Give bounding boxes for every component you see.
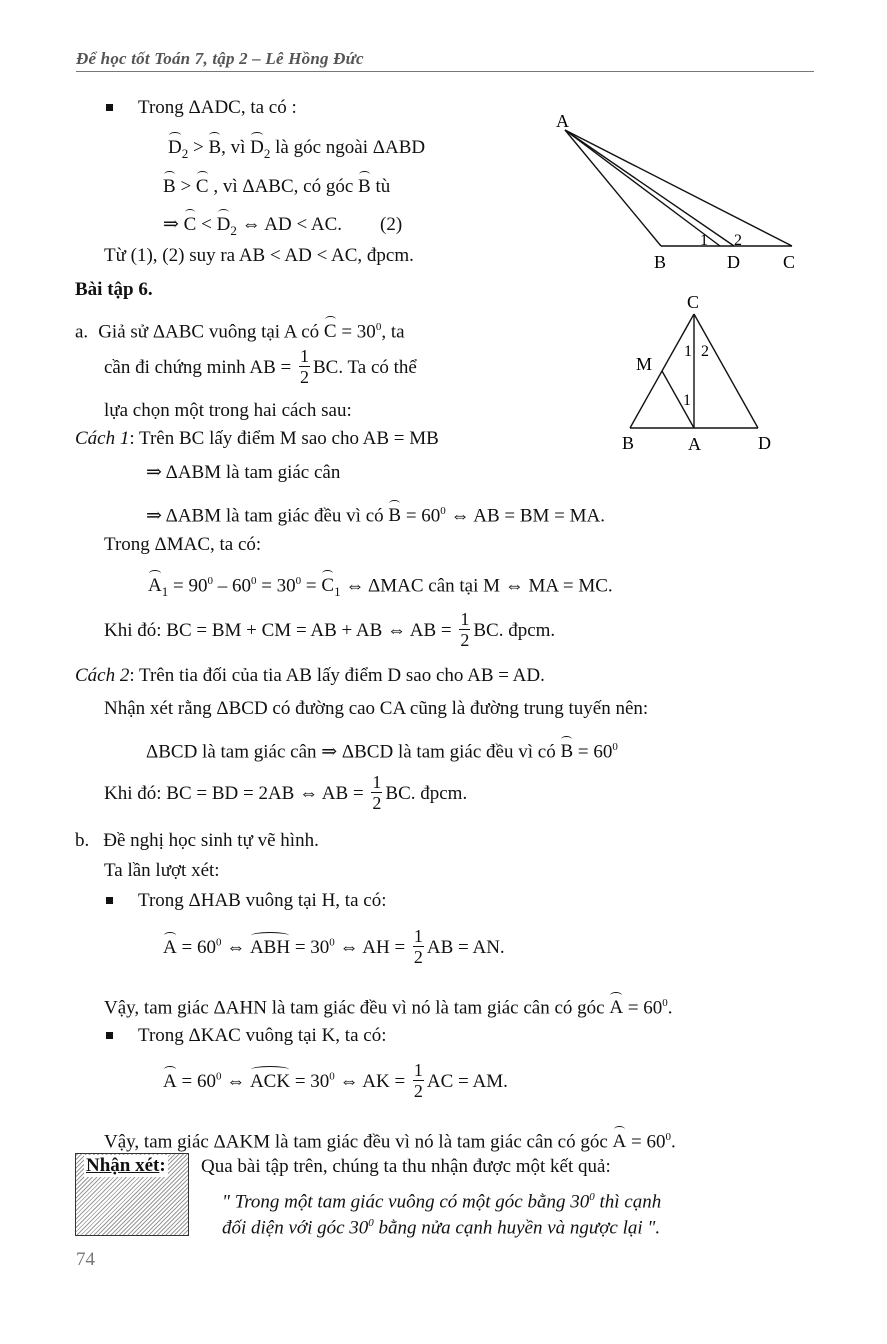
exercise-title: Bài tập 6. (75, 279, 153, 300)
bullet (106, 897, 113, 904)
part-b-line-7: $A = 60^0$ ⇔ ACK = $30^0$ ⇔ AK = $\frac{1}{2}$ AC = AM. (163, 1060, 508, 1101)
remark-line-1: Qua bài tập trên, chúng ta thu nhận được một kết quả: (201, 1156, 611, 1177)
method-1-line-5: $A_1 = 90^0 - 60^0 = 30^0 = C_1$ ⇔ ΔMAC cân tại M ⇔ MA = MC. (148, 575, 613, 600)
part-a-line-2: cần đi chứng minh AB = $\frac{1}{2}$ BC. Ta có thể (104, 346, 417, 387)
segment-ac (565, 130, 792, 246)
running-header: Để học tốt Toán 7, tập 2 – Lê Hồng Đức (76, 49, 364, 68)
method-2-line-4: Khi đó: BC = BD = 2AB ⇔ AB = $\frac{1}{2}$ BC. đpcm. (104, 772, 468, 813)
header-rule (76, 71, 814, 72)
part-b-line-2: Ta lần lượt xét: (104, 860, 220, 881)
prev-line-4: ⇒ $C < D_2$ ⇔ AD < AC. (2) (163, 214, 403, 238)
method-1-line-3: ⇒ ΔABM là tam giác đều vì có $B = 60^0$ ⇔ AB = BM = MA. (146, 505, 605, 527)
method-1-line-4: Trong ΔMAC, ta có: (104, 534, 262, 555)
fraction-one-half: $\frac{1}{2}$ (460, 609, 470, 650)
fraction-one-half: $\frac{1}{2}$ (372, 772, 382, 813)
label-a: A (688, 434, 701, 454)
segment-cd (694, 314, 758, 428)
bullet (106, 1032, 113, 1039)
method-2-line-2: Nhận xét rằng ΔBCD có đường cao CA cũng là đường trung tuyến nên: (104, 698, 649, 719)
segment-auxiliary (565, 130, 720, 246)
label-c: C (687, 292, 700, 312)
segment-ab (565, 130, 661, 246)
fraction-one-half: $\frac{1}{2}$ (413, 1060, 423, 1101)
method-2-line-1: Cách 2: Trên tia đối của tia AB lấy điểm D sao cho AB = AD. (75, 665, 545, 686)
prev-line-5: Từ (1), (2) suy ra AB < AD < AC, đpcm. (104, 245, 414, 266)
part-b-line-3: Trong ΔHAB vuông tại H, ta có: (138, 890, 387, 911)
label-b: B (654, 252, 667, 272)
part-b-line-4: $A = 60^0$ ⇔ ABH = $30^0$ ⇔ AH = $\frac{1}{2}$ AB = AN. (163, 926, 505, 967)
prev-line-2: $D_2 > B$, vì $D_2$ là góc ngoài ΔABD (168, 137, 426, 161)
angle-label-1: 1 (700, 232, 708, 249)
bullet (106, 104, 113, 111)
angle-label-a1: 1 (683, 392, 691, 409)
remark-line-2: " Trong một tam giác vuông có một góc bằng $30^0$ thì cạnh (222, 1191, 662, 1213)
method-1-line-2: ⇒ ΔABM là tam giác cân (146, 462, 341, 483)
remark-line-3: đối diện với góc $30^0$ bằng nửa cạnh huyền và ngược lại ". (222, 1217, 661, 1239)
method-1-line-1: Cách 1: Trên BC lấy điểm M sao cho AB = MB (75, 428, 439, 449)
angle-label-c1: 1 (684, 343, 692, 360)
part-b-line-1: b. Đề nghị học sinh tự vẽ hình. (75, 830, 319, 851)
fraction-one-half: $\frac{1}{2}$ (413, 926, 423, 967)
segment-ad (565, 130, 734, 246)
part-b-line-8: Vậy, tam giác ΔAKM là tam giác đều vì nó là tam giác cân có góc $A = 60^0$. (104, 1131, 676, 1153)
label-a: A (556, 111, 569, 131)
prev-line-1: Trong ΔADC, ta có : (138, 97, 297, 118)
page-number: 74 (76, 1249, 95, 1270)
part-b-line-5: Vậy, tam giác ΔAHN là tam giác đều vì nó là tam giác cân có góc $A = 60^0$. (104, 997, 673, 1019)
fraction-one-half: $\frac{1}{2}$ (300, 346, 309, 387)
part-b-line-6: Trong ΔKAC vuông tại K, ta có: (138, 1025, 387, 1046)
part-a-line-1: a. Giả sử ΔABC vuông tại A có $C = 30^0$, ta (75, 321, 405, 343)
angle-label-2: 2 (734, 232, 742, 249)
prev-line-3: B > C , vì ΔABC, có góc B tù (163, 176, 391, 197)
label-d: D (758, 433, 771, 453)
label-m: M (636, 354, 653, 374)
label-b: B (622, 433, 635, 453)
figure-triangle-adc (540, 105, 810, 275)
label-d: D (727, 252, 740, 272)
method-1-line-6: Khi đó: BC = BM + CM = AB + AB ⇔ AB = $\frac{1}{2}$ BC. đpcm. (104, 609, 556, 650)
label-c: C (783, 252, 796, 272)
part-a-line-3: lựa chọn một trong hai cách sau: (104, 400, 352, 421)
figure-triangle-bcd (610, 290, 790, 460)
remark-label: Nhận xét: (86, 1155, 166, 1176)
method-2-line-3: ΔBCD là tam giác cân ⇒ ΔBCD là tam giác đều vì có $B = 60^0$ (146, 741, 618, 763)
angle-label-c2: 2 (701, 343, 709, 360)
